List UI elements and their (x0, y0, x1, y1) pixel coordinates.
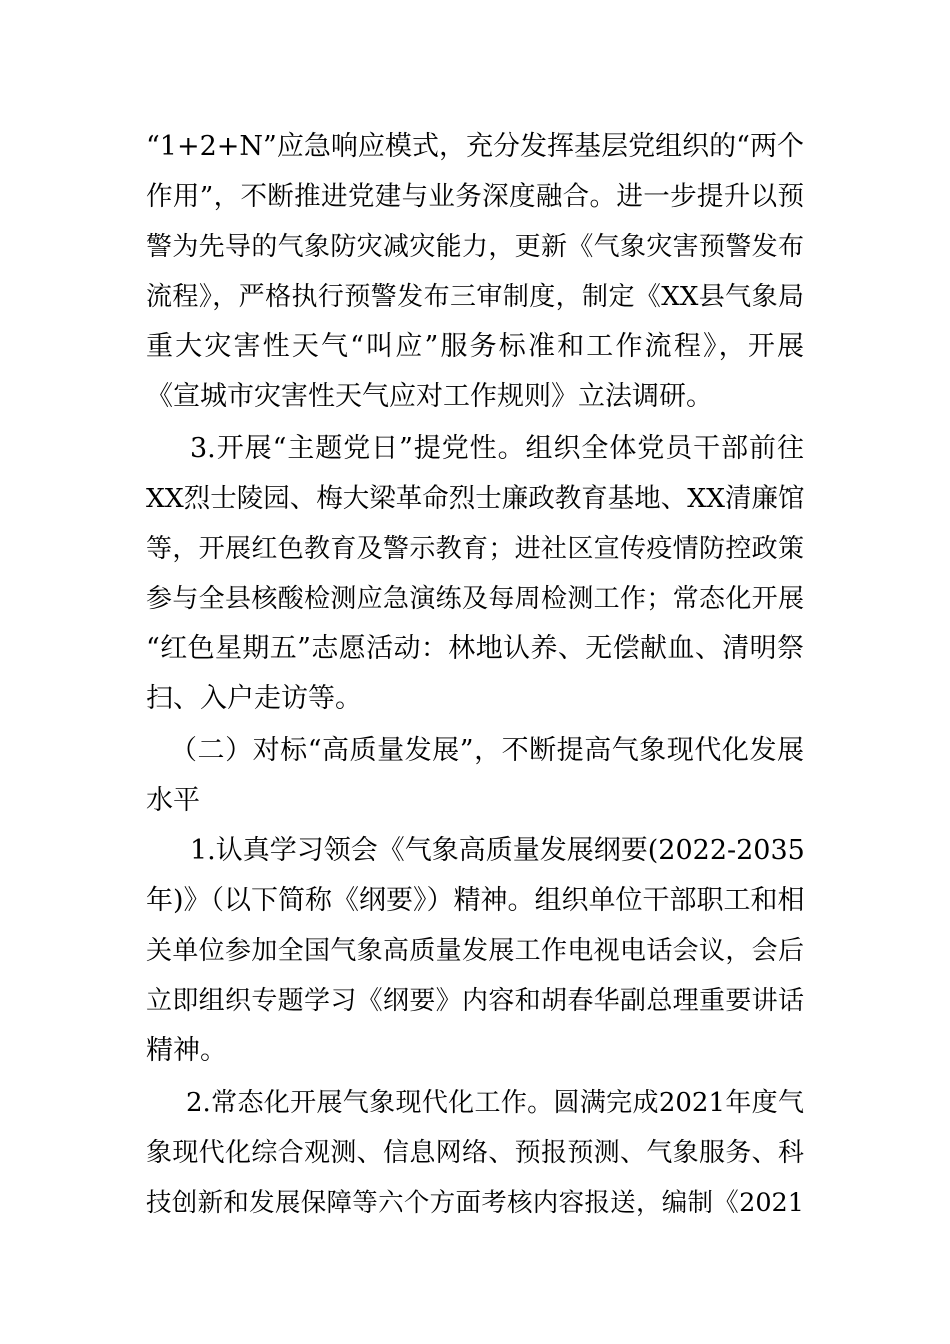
text-line: 作用”，不断推进党建与业务深度融合。进一步提升以预 (146, 181, 804, 212)
text-line: 参与全县核酸检测应急演练及每周检测工作；常态化开展 (146, 584, 804, 614)
text-line: 2.常态化开展气象现代化工作。圆满完成2021年度气 (186, 1088, 804, 1118)
text-line: 扫、入户走访等。 (146, 683, 362, 714)
text-line: 技创新和发展保障等六个方面考核内容报送，编制《2021 (146, 1188, 804, 1218)
text-line: 流程》，严格执行预警发布三审制度，制定《XX县气象局 (146, 282, 804, 312)
text-line: 关单位参加全国气象高质量发展工作电视电话会议，会后 (146, 936, 804, 966)
text-line: XX烈士陵园、梅大梁革命烈士廉政教育基地、XX清廉馆 (146, 483, 805, 514)
text-line: 《宣城市灾害性天气应对工作规则》立法调研。 (146, 381, 713, 412)
text-line: 象现代化综合观测、信息网络、预报预测、气象服务、科 (146, 1138, 804, 1168)
text-line: “红色星期五”志愿活动：林地认养、无偿献血、清明祭 (146, 633, 804, 664)
text-line: 1.认真学习领会《气象高质量发展纲要(2022-2035 (190, 835, 805, 866)
text-line: 立即组织专题学习《纲要》内容和胡春华副总理重要讲话 (146, 986, 804, 1016)
text-line: “1+2+N”应急响应模式，充分发挥基层党组织的“两个 (146, 131, 804, 162)
section-heading: （二）对标“高质量发展”，不断提高气象现代化发展 (170, 735, 804, 766)
text-line: 3.开展“主题党日”提党性。组织全体党员干部前往 (190, 433, 804, 464)
text-line: 警为先导的气象防灾减灾能力，更新《气象灾害预警发布 (146, 232, 804, 262)
text-line: 等，开展红色教育及警示教育；进社区宣传疫情防控政策 (146, 534, 804, 564)
section-heading: 水平 (146, 785, 200, 816)
text-line: 重大灾害性天气“叫应”服务标准和工作流程》，开展 (146, 331, 804, 362)
text-line: 精神。 (146, 1035, 227, 1066)
text-line: 年)》（以下简称《纲要》）精神。组织单位干部职工和相 (146, 885, 805, 916)
